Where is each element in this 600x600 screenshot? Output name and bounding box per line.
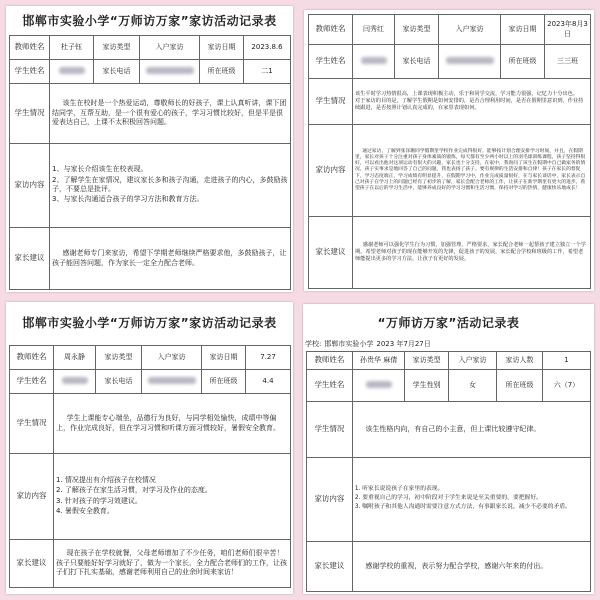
class-value: 三三班	[545, 45, 591, 79]
class-value: 4.4	[246, 370, 291, 394]
content-list	[54, 454, 291, 540]
teacher-label: 教师姓名	[10, 36, 50, 60]
content-item: 1. 听家长说说孩子在家里的表现。	[354, 486, 444, 493]
class-label: 所在班级	[202, 370, 246, 394]
visit-type-value: 入户家访	[448, 352, 496, 370]
content-list	[50, 144, 291, 228]
school-name: 邯郸市实验小学	[324, 340, 374, 348]
situation-label: 学生情况	[309, 79, 353, 125]
visit-type-value: 入户家访	[439, 15, 501, 45]
visit-date-value: 2023年8月3日	[545, 15, 591, 45]
suggest-text: 感谢老师专门来家访，希望下学期老师继续严格要求他，多鼓励孩子，让孩子能回答问题，作为家长一定全力配合老师。	[50, 228, 291, 290]
visit-type-value: 入户家访	[142, 346, 202, 370]
record-sheet-3	[6, 302, 293, 594]
teacher-label: 教师姓名	[307, 352, 353, 370]
content-item: 3. 嘱咐孩子和其他人沟通时需要注意方式方法，有事跟家长说，减少不必要的矛盾。	[354, 503, 571, 510]
gender-label: 学生性别	[405, 370, 449, 402]
parent-phone-redacted	[142, 370, 202, 394]
content-label: 家访内容	[10, 144, 50, 228]
content-item: 4. 暑假安全教育。	[56, 506, 114, 515]
situation-label: 学生情况	[307, 402, 353, 458]
sheet-title: 邯郸市实验小学“万师访万家”家访活动记录表	[22, 14, 277, 28]
visit-type-label: 家访类型	[96, 346, 142, 370]
teacher-name: 杜子钰	[50, 36, 94, 60]
teacher-label: 教师姓名	[10, 346, 54, 370]
content-item: 1. 情况提出有介绍孩子在校情况	[56, 475, 156, 484]
sheet-title: “万师访万家”活动记录表	[377, 316, 520, 330]
situation-text: 该生平时学习热情很高，上课表现积极主动，乐于和同学交流，学习能力很强，记忆力十分出色。 对于家访的目的是，了解学生假期是如何安排的，是否合理利用时间，是否在假期里意识到，作业持续跟进，是否按照计划认真完成的，在家里表现如何。	[353, 79, 591, 125]
situation-label: 学生情况	[10, 84, 50, 144]
visit-type-label: 家访类型	[94, 36, 140, 60]
record-table	[9, 345, 291, 588]
content-item: 3. 针对孩子的学习效建议。	[56, 496, 142, 505]
suggest-label: 家长建议	[307, 542, 353, 592]
situation-label: 学生情况	[10, 394, 54, 454]
record-sheet-1	[6, 6, 293, 292]
class-label: 所在班级	[501, 45, 545, 79]
content-item: 3、与家长沟通适合孩子的学习方法和教育方法。	[52, 195, 204, 204]
suggest-label: 家长建议	[10, 540, 54, 588]
visit-type-label: 家访类型	[395, 15, 439, 45]
parent-phone-label: 家长电话	[94, 60, 140, 84]
suggest-label: 家长建议	[10, 228, 50, 290]
suggest-label: 家长建议	[309, 217, 353, 289]
content-item: 1、与家长介绍该生在校表现。	[52, 165, 148, 174]
school-line	[305, 339, 594, 349]
content-item: 2、了解学生在家情况，建议家长多和孩子沟通，走进孩子的内心，多鼓励孩子，不要总是批评。	[52, 175, 288, 193]
record-table	[308, 14, 591, 289]
suggest-text: 感谢老师可以强化学生行为习惯，加强管理，严格要求，家长配合老师一起帮孩子建立独立一个学期。希望老师对孩子的现在能够开发的先锋，促进孩子的发展，家长配合学校和班级的工作，希望老师能提出更多的学习方法，让孩子有更好的发展。	[353, 217, 591, 289]
situation-text: 该生在校时是一个热爱运动，尊敬师长的好孩子，课上认真听讲，课下团结同学，互帮互助，是一个很有爱心的孩子，学习习惯比较好，但是平是很爱表达自己，上课不太积极回答问题。	[50, 84, 291, 144]
content-label: 家访内容	[309, 125, 353, 217]
parent-phone-redacted	[439, 45, 501, 79]
visit-count-value: 1	[542, 352, 590, 370]
student-label: 学生姓名	[307, 370, 353, 402]
record-sheet-2	[304, 10, 594, 291]
student-name-redacted	[54, 370, 96, 394]
gender-value: 女	[448, 370, 496, 402]
record-table	[306, 351, 591, 592]
student-label: 学生姓名	[10, 60, 50, 84]
student-name-redacted	[353, 45, 395, 79]
suggest-text: 现在孩子在学校就餐，父母老师增加了不少任务，咱们老师们很辛苦！孩子只要能好好学习就好了，做为一个家长，全力配合老师们的工作，让孩子们打下扎实基础，感谢老师利用自己的业余时间来家访！	[54, 540, 291, 588]
parent-phone-redacted	[140, 60, 200, 84]
class-value: 二1	[244, 60, 291, 84]
content-text: 通过家访，了解到张泽珊同学假期里学校作业完成得很好，能够按计划合理安排学习时间，并且，在假期里，家长对孩子十分注重对孩子身体素质的锻炼，每天都有至少两小时以上的羽毛球训练课程，孩子坚持得很好，可以看出他对这项运动有很大的兴趣，家长也十分支持，在家中，我询问了该生在假期中自己做家务的情况，孩子实事求是地回答了自己的问题，我也表扬了孩子。要有规律的生活安排和自律！孩子在家长的督促下，学习态度端正，学习成绩有明显提升，在假期学习中，作业完成质量很好，在与家长谈话中，家长表示自己对孩子在学习上的问题已经有了初步的了解，家长会配合老师的工作，让孩子在新学期里有更大的进步。希望孩子在以后的学习生活中，能够养成良好的学习习惯和生活习惯，保持对学习的热情，健康快乐地成长！	[353, 125, 591, 217]
situation-text: 学生上课能专心端坐，品德行为良好，与同学相处愉快，成绩中等偏上，作业完成良好，但在学习习惯和听课方面习惯较好，暑假安全教育。	[54, 394, 291, 454]
visit-date-label: 家访日期	[501, 15, 545, 45]
teacher-label: 教师姓名	[309, 15, 353, 45]
teacher-name: 闫秀红	[353, 15, 395, 45]
record-table	[9, 35, 291, 290]
student-label: 学生姓名	[309, 45, 353, 79]
content-label: 家访内容	[307, 458, 353, 542]
visit-type-value: 入户家访	[140, 36, 200, 60]
content-item: 2. 要重视自己的学习，初中阶段对于学生来说是至关重要的，要把握好。	[354, 495, 542, 502]
student-name-redacted	[352, 370, 404, 402]
content-item: 2. 了解孩子在家生活习惯，对学习及作业的态度。	[56, 486, 212, 495]
visit-date-label: 家访日期	[202, 346, 246, 370]
content-list	[352, 458, 590, 542]
content-label: 家访内容	[10, 454, 54, 540]
record-date: 2023 年7月27日	[376, 340, 431, 348]
visit-count-label: 家访人数	[497, 352, 543, 370]
student-name-redacted	[50, 60, 94, 84]
teacher-name: 孙贵华 麻倩	[352, 352, 404, 370]
parent-phone-label: 家长电话	[395, 45, 439, 79]
visit-date-value: 2023.8.6	[244, 36, 291, 60]
sheet-title: 邯郸市实验小学“万师访万家”家访活动记录表	[22, 316, 277, 330]
visit-date-label: 家访日期	[200, 36, 244, 60]
visit-date-value: 7.27	[246, 346, 291, 370]
school-label: 学校:	[305, 340, 322, 348]
suggest-text: 感谢学校的重视，表示努力配合学校，感谢六年来的付出。	[352, 542, 590, 592]
student-label: 学生姓名	[10, 370, 54, 394]
record-sheet-4	[303, 304, 594, 594]
parent-phone-label: 家长电话	[96, 370, 142, 394]
teacher-name: 周永静	[54, 346, 96, 370]
class-label: 所在班级	[497, 370, 543, 402]
visit-type-label: 家访类型	[405, 352, 449, 370]
class-value: 六（7）	[542, 370, 590, 402]
situation-text: 该生性格内向，有自己的小主意，但上课比较遵守纪律。	[352, 402, 590, 458]
class-label: 所在班级	[200, 60, 244, 84]
